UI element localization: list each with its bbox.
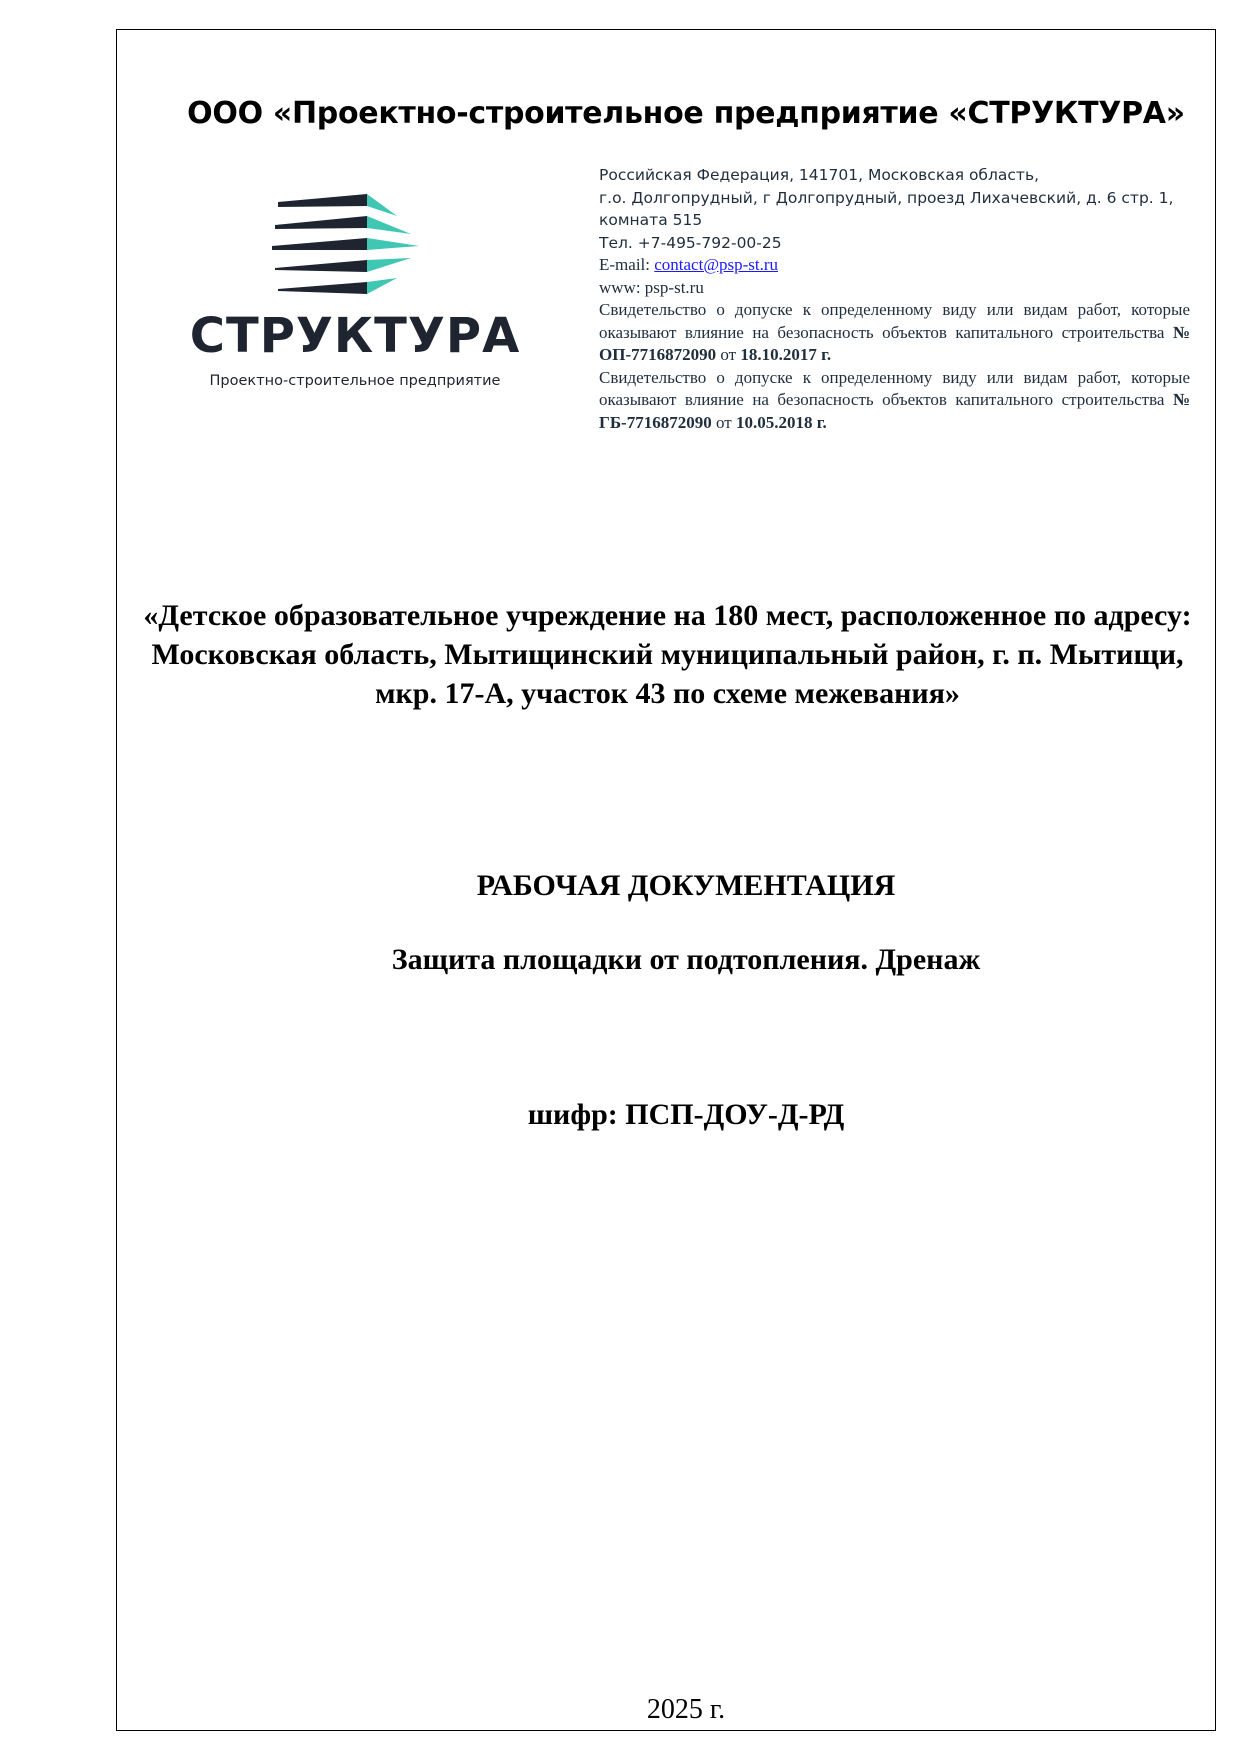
company-name: ООО «Проектно-строительное предприятие «СТРУКТУРА» xyxy=(187,96,1185,131)
document-type: РАБОЧАЯ ДОКУМЕНТАЦИЯ xyxy=(476,869,896,902)
email-link[interactable]: contact@psp-st.ru xyxy=(654,255,778,274)
website-line: www: psp-st.ru xyxy=(599,277,704,297)
certificate-1 xyxy=(599,299,1190,367)
section-title: Защита площадки от подтопления. Дренаж xyxy=(391,943,981,976)
logo-wordmark: СТРУКТУРА xyxy=(189,308,521,364)
contact-block xyxy=(599,164,1190,434)
certificate-number: № ОП-7716872090 xyxy=(599,322,1190,364)
email-label: E-mail: xyxy=(599,255,655,274)
address-line: Российская Федерация, 141701, Московская область, xyxy=(599,166,1040,184)
phone-line: Тел. +7-495-792-00-25 xyxy=(599,233,782,252)
document-code: шифр: ПСП-ДОУ-Д-РД xyxy=(527,1098,845,1131)
certificate-from: от xyxy=(711,412,736,432)
company-logo xyxy=(155,190,555,400)
address-line: комната 515 xyxy=(599,211,703,229)
email-line xyxy=(599,254,1190,277)
object-title: «Детское образовательное учреждение на 180 мест, расположенное по адресу: Московская область, Мытищинский муниципальный район, г. п. Мытищи, мкр. 17-А, участок 43 по схеме межевания» xyxy=(143,599,1192,710)
address-line: г.о. Долгопрудный, г Долгопрудный, проезд Лихачевский, д. 6 стр. 1, xyxy=(599,188,1174,207)
document-year: 2025 г. xyxy=(646,1694,726,1725)
certificate-text: Свидетельство о допуске к определенному виду или видам работ, которые оказывают влияние на безопасность объектов капитального строительства xyxy=(599,367,1190,409)
certificate-text: Свидетельство о допуске к определенному виду или видам работ, которые оказывают влияние на безопасность объектов капитального строительства xyxy=(599,300,1190,342)
certificate-date: 10.05.2018 г. xyxy=(735,412,827,432)
certificate-from: от xyxy=(716,345,741,364)
certificate-date: 18.10.2017 г. xyxy=(740,345,832,364)
logo-emblem-icon xyxy=(155,190,555,300)
logo-subtitle: Проектно-строительное предприятие xyxy=(209,373,501,389)
certificate-2 xyxy=(599,367,1190,435)
certificate-number: № ГБ-7716872090 xyxy=(599,390,1190,432)
